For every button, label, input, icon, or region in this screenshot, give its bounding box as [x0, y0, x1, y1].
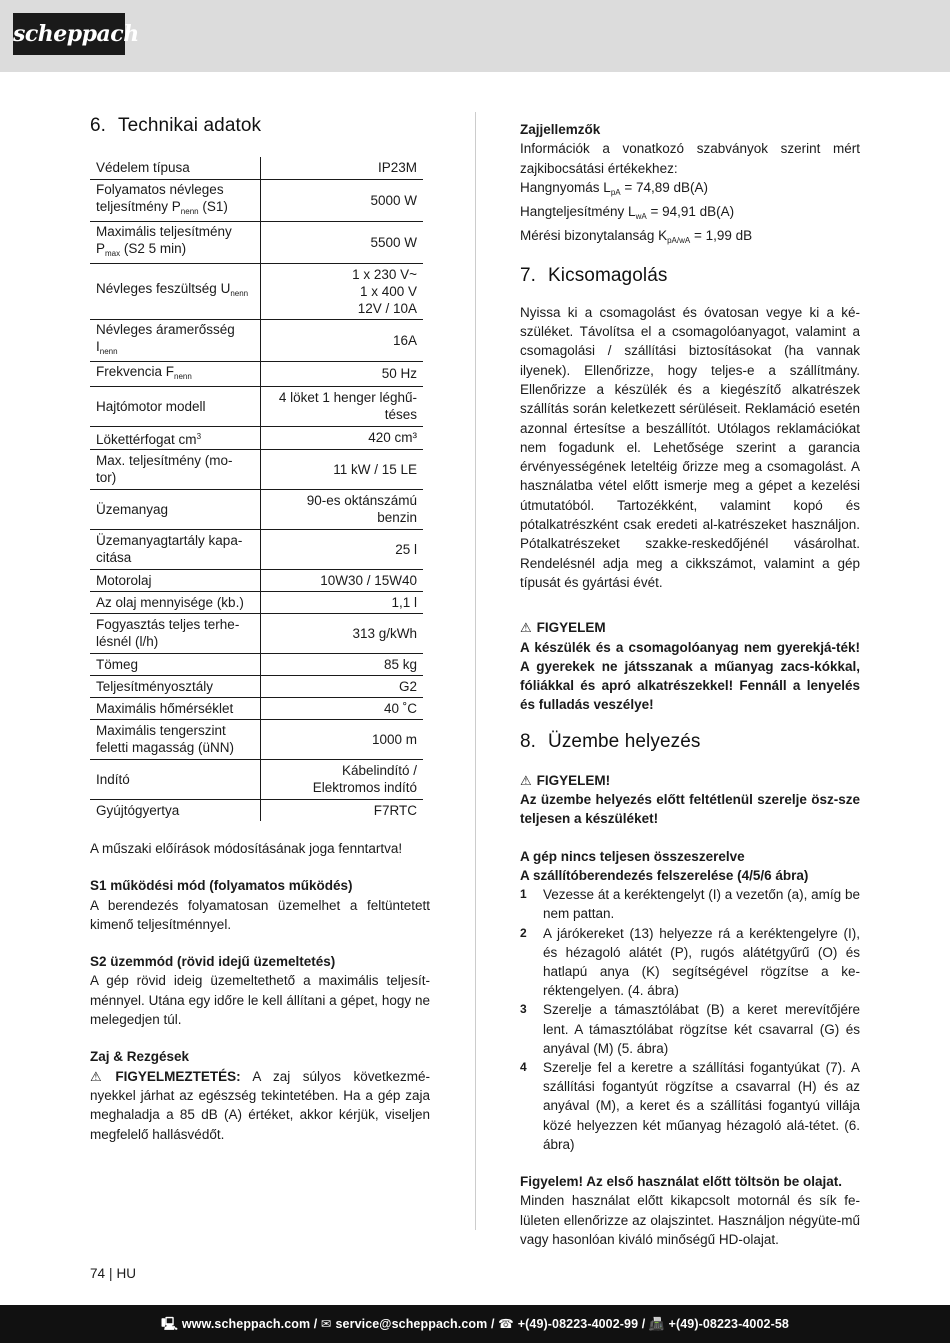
noise-value-line: Hangteljesítmény $L_{wA} = 94,91$ dB(A): [520, 204, 735, 222]
assembly-step: [520, 885, 860, 923]
step-text: Szerelje a támasztólábat (B) a keret merevítőjére lent. A támasztólábat rögzítse két csavarral (G) és anyával (M) (5. ábra): [543, 1002, 860, 1056]
warning-2-heading: [520, 771, 860, 790]
step-number: 2: [520, 925, 527, 940]
spec-label: Lökettérfogat $cm^3$: [90, 426, 260, 449]
spec-row: [90, 569, 423, 591]
spec-label: Hajtómotor modell: [90, 386, 260, 426]
spec-row: [90, 263, 423, 319]
spec-label: Üzemanyag: [90, 489, 260, 529]
assembly-heading-1: A gép nincs teljesen összeszerelve: [520, 848, 745, 864]
spec-value: 420 cm³: [260, 426, 423, 449]
spec-row: [90, 221, 423, 263]
spec-row: [90, 179, 423, 221]
oil-text: Minden használat előtt kikapcsolt motornál és sík fe-lületen ellenőrizze az olajszintet. Használjon négyüte-mű vagy hasonlóan kiváló minőségű HD-olajat.: [520, 1193, 860, 1247]
spec-label: Motorolaj: [90, 569, 260, 591]
noise-char-intro: Információk a vonatkozó szabványok szerint mért zajkibocsátási értékekhez:: [520, 141, 860, 176]
spec-value: 313 g/kWh: [260, 613, 423, 653]
footer-phone: +(49)-08223-4002-99: [517, 1317, 639, 1331]
spec-label: Folyamatos névleges teljesítmény $P_{nenn}$ (S1): [90, 179, 260, 221]
spec-value: Kábelindító / Elektromos indító: [260, 759, 423, 799]
spec-row: [90, 386, 423, 426]
spec-row: [90, 799, 423, 821]
phone-icon: ☎: [498, 1317, 514, 1331]
spec-row: [90, 591, 423, 613]
spec-row: [90, 157, 423, 179]
spec-value: 4 löket 1 henger léghű- téses: [260, 386, 423, 426]
column-divider: [475, 112, 476, 1230]
spec-row: [90, 529, 423, 569]
section-title: Technikai adatok: [118, 115, 262, 136]
spec-row: [90, 319, 423, 361]
spec-note: A műszaki előírások módosításának joga fenntartva!: [90, 841, 403, 856]
warning-triangle-icon: ⚠: [90, 1068, 111, 1084]
spec-label: Névleges feszültség $U_{nenn}$: [90, 263, 260, 319]
spec-value: 85 kg: [260, 653, 423, 675]
noise-char-heading: Zajjellemzők: [520, 122, 601, 137]
s1-heading: S1 működési mód (folyamatos működés): [90, 878, 353, 894]
computer-icon: 🖳: [161, 1317, 178, 1331]
spec-label: Tömeg: [90, 653, 260, 675]
section-8-heading: [520, 731, 860, 753]
tech-spec-table: [90, 157, 423, 821]
spec-value: 10W30 / 15W40: [260, 569, 423, 591]
spec-value: 11 kW / 15 LE: [260, 449, 423, 489]
spec-value: 40 ˚C: [260, 697, 423, 719]
page-language: HU: [116, 1266, 137, 1281]
spec-label: Max. teljesítmény (mo- tor): [90, 449, 260, 489]
spec-value: 5500 W: [260, 221, 423, 263]
spec-row: [90, 361, 423, 386]
section-number: 7.: [520, 264, 537, 286]
spec-row: [90, 697, 423, 719]
step-number: 3: [520, 1002, 527, 1017]
noise-warning-text: A zaj súlyos következmé-nyekkel járhat az egészség tekintetében. Ha a gép zaja meghaladja a 85 dB (A) értéket, akkor kérjük, viseljen megfelelő hallásvédőt.: [90, 1068, 431, 1142]
section-title: Kicsomagolás: [548, 264, 668, 286]
section-title: Üzembe helyezés: [548, 730, 701, 752]
assembly-step: [520, 1000, 860, 1058]
spec-label: Fogyasztás teljes terhe- lésnél (l/h): [90, 613, 260, 653]
footer-bar: 🖳 www.scheppach.com / ✉ service@scheppach.com / ☎ +(49)-08223-4002-99 / 📠 +(49)-08223-4002-58: [0, 1305, 950, 1343]
spec-row: [90, 426, 423, 449]
spec-row: [90, 449, 423, 489]
spec-label: Maximális tengerszint feletti magasság (üNN): [90, 719, 260, 759]
page-number: 74 | HU: [90, 1266, 137, 1281]
spec-value: 50 Hz: [260, 361, 423, 386]
footer-fax: +(49)-08223-4002-58: [668, 1317, 789, 1331]
warning-label: FIGYELMEZTETÉS:: [115, 1068, 241, 1084]
warning-triangle-icon: ⚠: [520, 620, 532, 636]
footer-email[interactable]: service@scheppach.com: [335, 1317, 488, 1331]
step-number: 4: [520, 1060, 527, 1075]
step-text: A járókereket (13) helyezze rá a keréktengelyre (I), és hézagoló alátét (P), rugós alátétgyűrű (O) és hatlapú anya (K) segítségével rögzítse a ke-réktengelyen. (4. ábra): [543, 925, 860, 999]
spec-value: 90-es oktánszámú benzin: [260, 489, 423, 529]
s2-text: A gép rövid ideig üzemeltethető a maximális teljesít-ménnyel. Utána egy időre le kell állítani a gépet, hogy ne melegedjen túl.: [90, 973, 430, 1028]
s1-text: A berendezés folyamatosan üzemelhet a feltüntetett kimenő teljesítménnyel.: [90, 897, 430, 932]
spec-value: 16A: [260, 319, 423, 361]
spec-row: [90, 759, 423, 799]
spec-row: [90, 653, 423, 675]
spec-label: Maximális hőmérséklet: [90, 697, 260, 719]
footer-web[interactable]: www.scheppach.com: [181, 1317, 311, 1331]
spec-value: 1000 m: [260, 719, 423, 759]
section-7-heading: [520, 265, 860, 287]
spec-label: Védelem típusa: [90, 157, 260, 179]
section-number: 6.: [90, 115, 107, 136]
section-6-heading: [90, 115, 430, 137]
spec-row: [90, 719, 423, 759]
fax-icon: 📠: [648, 1317, 665, 1331]
step-text: Vezesse át a keréktengelyt (I) a vezetőn (a), amíg be nem pattan.: [543, 887, 860, 922]
warning-1-text: A készülék és a csomagolóanyag nem gyerekjá-ték! A gyerekek ne játsszanak a műanyag zacs-kókkal, fóliákkal és apró alkatrészekkel! Fennáll a lenyelés és fulladás veszélye!: [520, 639, 860, 713]
spec-row: [90, 675, 423, 697]
assembly-step: [520, 924, 860, 1001]
right-column: [520, 120, 860, 1249]
spec-value: 1 x 230 V~ 1 x 400 V 12V / 10A: [260, 263, 423, 319]
mail-icon: ✉: [320, 1317, 332, 1331]
warning-2-title: FIGYELEM!: [536, 772, 611, 788]
assembly-steps: [520, 885, 860, 1154]
assembly-step: [520, 1058, 860, 1154]
spec-label: Frekvencia $F_{nenn}$: [90, 361, 260, 386]
spec-value: G2: [260, 675, 423, 697]
scheppach-logo: scheppach: [13, 13, 125, 55]
noise-heading: Zaj & Rezgések: [90, 1049, 190, 1065]
spec-value: F7RTC: [373, 802, 417, 818]
spec-row: [90, 613, 423, 653]
spec-label: Az olaj mennyisége (kb.): [90, 591, 260, 613]
s2-heading: S2 üzemmód (rövid idejű üzemeltetés): [90, 954, 336, 970]
spec-label: Gyújtógyertya: [90, 799, 260, 821]
page-number-value: 74: [90, 1266, 106, 1281]
warning-1-title: FIGYELEM: [536, 620, 606, 636]
warning-triangle-icon: ⚠: [520, 772, 532, 788]
step-text: Szerelje fel a keretre a szállítási fogantyúkat (7). A szállítási fogantyút rögzítse a csavarral (H) és az anyával (M), a keret és a szállítási fogantyú villája közé helyezzen két műanyag hézagoló alá-tétet. (6. ábra): [543, 1060, 860, 1152]
spec-value: IP23M: [260, 157, 423, 179]
left-column: [90, 115, 430, 1144]
step-number: 1: [520, 887, 527, 902]
section-number: 8.: [520, 730, 537, 752]
oil-heading: Figyelem! Az első használat előtt töltsön be olajat.: [520, 1174, 843, 1190]
spec-value: 1,1 l: [260, 591, 423, 613]
warning-2-text: Az üzembe helyezés előtt feltétlenül szerelje ösz-sze teljesen a készüléket!: [520, 792, 860, 827]
spec-label: Maximális teljesítmény $P_{max}$ (S2 5 min): [90, 221, 260, 263]
noise-value-line: Hangnyomás $L_{pA} = 74,89$ dB(A): [520, 179, 709, 197]
assembly-heading-2: A szállítóberendezés felszerelése (4/5/6 ábra): [520, 867, 809, 883]
spec-label: Névleges áramerősség $I_{nenn}$: [90, 319, 260, 361]
spec-value: 5000 W: [260, 179, 423, 221]
spec-label: Teljesítményosztály: [90, 675, 260, 697]
spec-label: Indító: [90, 759, 260, 799]
noise-value-line: Mérési bizonytalanság $K_{pA/wA} = 1,99$ dB: [520, 228, 753, 246]
spec-value: 25 l: [260, 529, 423, 569]
spec-row: [90, 489, 423, 529]
unpack-text: Nyissa ki a csomagolást és óvatosan vegye ki a ké-szüléket. Távolítsa el a csomagolóanyagot, valamint a csomagolási / szállítási biztosításokat (ha vannak ilyenek). Ellenőrizze, hogy teljes-e a szállítmány. Ellenőrizze a készülék és a kiegészítő alkatrészek szállítás során keletkezett sérüléseit. Reklamáció esetén azonnal értesítse a beszállítót. Utólagos reklamációkat nem fogadunk el. Lehetősége szerint a garancia érvényességének leteltéig őrizze meg a csomagolást. A használatba vétel előtt ismerje meg a gépet a kezelési útmutatóból. Tartozékként, valamint kopó és pótalkatrészként csak eredeti al-katrészeket használjon. Pótalkatrészeket szakke-reskedőjénél vásárolhat. Rendelésnél adja meg a cikkszámot, valamint a gép típusát és gyártási évét.: [520, 304, 860, 590]
noise-values: [520, 178, 860, 251]
header-bar: [0, 0, 950, 72]
noise-warning: [90, 1067, 430, 1144]
warning-1-heading: [520, 618, 860, 637]
spec-label: Üzemanyagtartály kapa- citása: [90, 529, 260, 569]
